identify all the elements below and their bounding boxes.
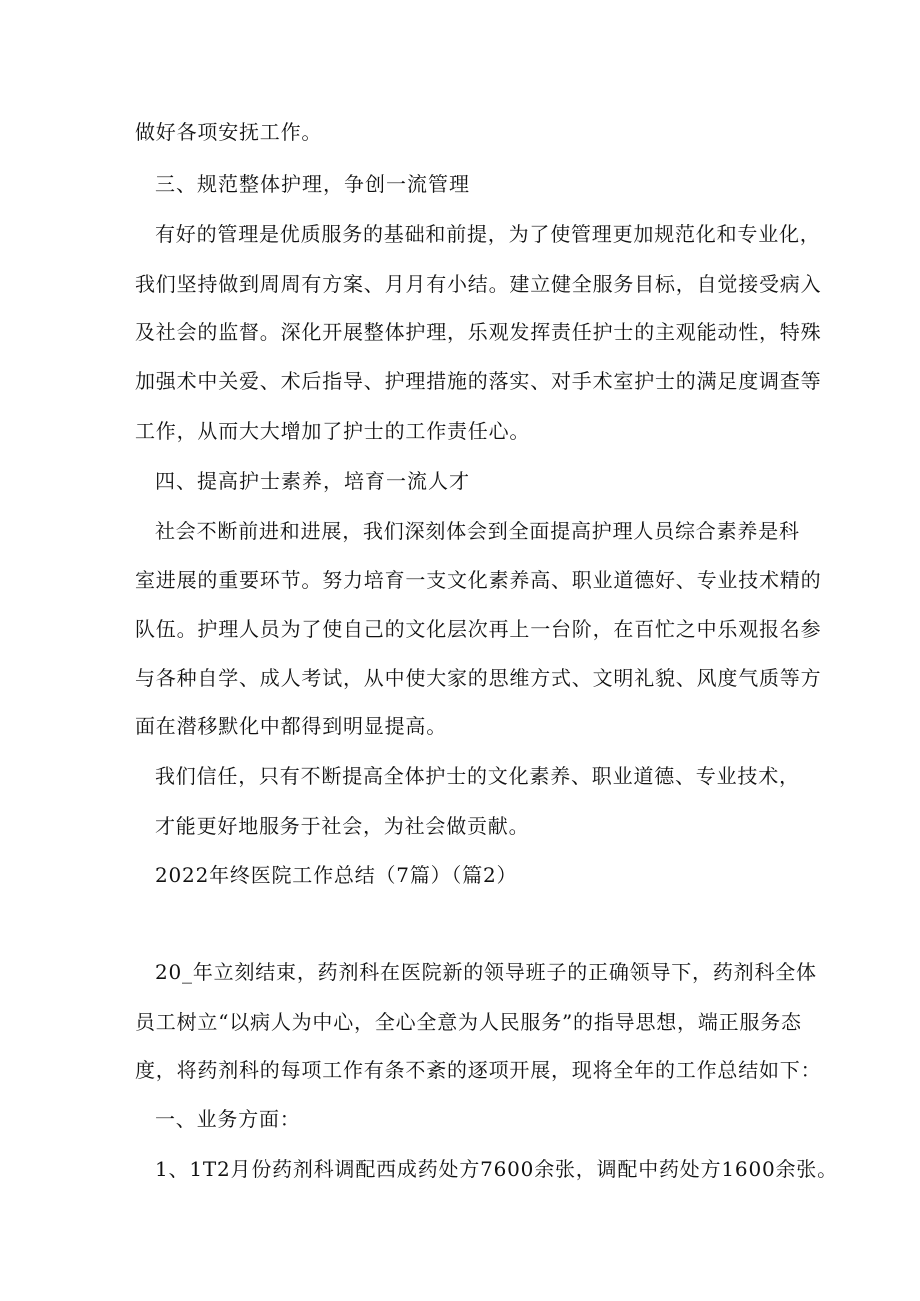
section-heading: 四、提高护士素养，培育一流人才 [155, 469, 470, 493]
paragraph-line: 社会不断前进和进展，我们深刻体会到全面提高护理人员综合素养是科 [155, 519, 800, 543]
paragraph-line: 我们信任，只有不断提高全体护士的文化素养、职业道德、专业技术， [155, 764, 800, 788]
section-heading: 一、业务方面： [155, 1107, 301, 1131]
article-title: 2022年终医院工作总结（7篇）（篇2） [155, 863, 518, 887]
paragraph-line: 面在潜移默化中都得到明显提高。 [135, 714, 447, 738]
paragraph-line: 度，将药剂科的每项工作有条不紊的逐项开展，现将全年的工作总结如下： [135, 1058, 822, 1082]
paragraph-line: 工作，从而大大增加了护士的工作责任心。 [135, 419, 531, 443]
paragraph-line: 队伍。护理人员为了使自己的文化层次再上一台阶，在百忙之中乐观报名参 [135, 617, 822, 641]
paragraph-line: 有好的管理是优质服务的基础和前提，为了使管理更加规范化和专业化， [155, 222, 821, 246]
paragraph-line: 室进展的重要环节。努力培育一支文化素养高、职业道德好、专业技术精的 [135, 568, 822, 592]
paragraph-line: 做好各项安抚工作。 [135, 120, 323, 144]
paragraph-line: 1、1T2月份药剂科调配西成药处方7600余张，调配中药处方1600余张。 [155, 1157, 838, 1181]
paragraph-line: 我们坚持做到周周有方案、月月有小结。建立健全服务目标，自觉接受病入 [135, 272, 822, 296]
paragraph-line: 20_年立刻结束，药剂科在医院新的领导班子的正确领导下，药剂科全体 [155, 960, 817, 984]
paragraph-line: 员工树立“以病人为中心，全心全意为人民服务”的指导思想，端正服务态 [135, 1010, 802, 1034]
paragraph-line: 及社会的监督。深化开展整体护理，乐观发挥责任护士的主观能动性，特殊 [135, 320, 822, 344]
section-heading: 三、规范整体护理，争创一流管理 [155, 172, 470, 196]
paragraph-line: 加强术中关爱、术后指导、护理措施的落实、对手术室护士的满足度调查等 [135, 369, 822, 393]
paragraph-line: 与各种自学、成人考试，从中使大家的思维方式、文明礼貌、风度气质等方 [135, 666, 822, 690]
paragraph-line: 才能更好地服务于社会，为社会做贡献。 [155, 814, 530, 838]
